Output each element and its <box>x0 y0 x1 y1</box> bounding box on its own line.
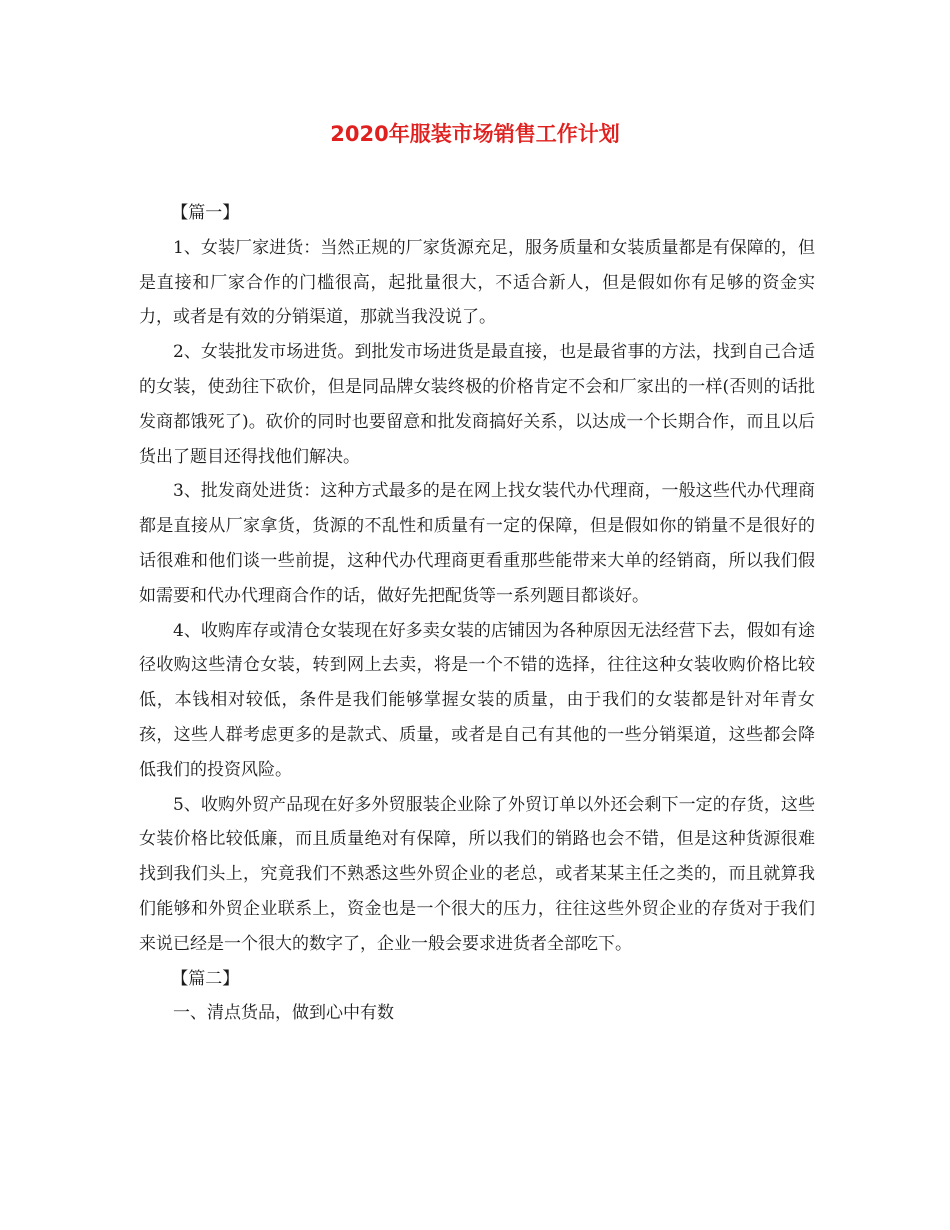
section-heading-1: 【篇一】 <box>171 203 240 223</box>
paragraph-3: 3、批发商处进货：这种方式最多的是在网上找女装代办代理商，一般这些代办代理商都是直接从厂家拿货，货源的不乱性和质量有一定的保障，但是假如你的销量不是很好的话很难和他们谈一些前提，这种代办代理商更看重那些能带来大单的经销商，所以我们假如需要和代办代理商合作的话，做好先把配货等一系列题目都谈好。 <box>139 481 815 606</box>
paragraph-4: 4、收购库存或清仓女装现在好多卖女装的店铺因为各种原因无法经营下去，假如有途径收购这些清仓女装，转到网上去卖，将是一个不错的选择，往往这种女装收购价格比较低，本钱相对较低，条件是我们能够掌握女装的质量，由于我们的女装都是针对年青女孩，这些人群考虑更多的是款式、质量，或者是自己有其他的一些分销渠道，这些都会降低我们的投资风险。 <box>139 620 815 780</box>
paragraph-2: 2、女装批发市场进货。到批发市场进货是最直接，也是最省事的方法，找到自己合适的女装，使劲往下砍价，但是同品牌女装终极的价格肯定不会和厂家出的一样(否则的话批发商都饿死了)。砍价的同时也要留意和批发商搞好关系，以达成一个长期合作，而且以后货出了题目还得找他们解决。 <box>139 342 815 467</box>
paragraph-6: 一、清点货品，做到心中有数 <box>173 1003 394 1024</box>
document-title: 2020年服装市场销售工作计划 <box>330 122 620 146</box>
paragraph-1: 1、女装厂家进货：当然正规的厂家货源充足，服务质量和女装质量都是有保障的，但是直接和厂家合作的门槛很高，起批量很大，不适合新人，但是假如你有足够的资金实力，或者是有效的分销渠道，那就当我没说了。 <box>139 237 815 328</box>
section-heading-2: 【篇二】 <box>171 968 240 989</box>
document-body <box>139 196 815 1031</box>
paragraph-5: 5、收购外贸产品现在好多外贸服装企业除了外贸订单以外还会剩下一定的存货，这些女装价格比较低廉，而且质量绝对有保障，所以我们的销路也会不错，但是这种货源很难找到我们头上，究竟我们不熟悉这些外贸企业的老总，或者某某主任之类的，而且就算我们能够和外贸企业联系上，资金也是一个很大的压力，往往这些外贸企业的存货对于我们来说已经是一个很大的数字了，企业一般会要求进货者全部吃下。 <box>139 794 815 954</box>
